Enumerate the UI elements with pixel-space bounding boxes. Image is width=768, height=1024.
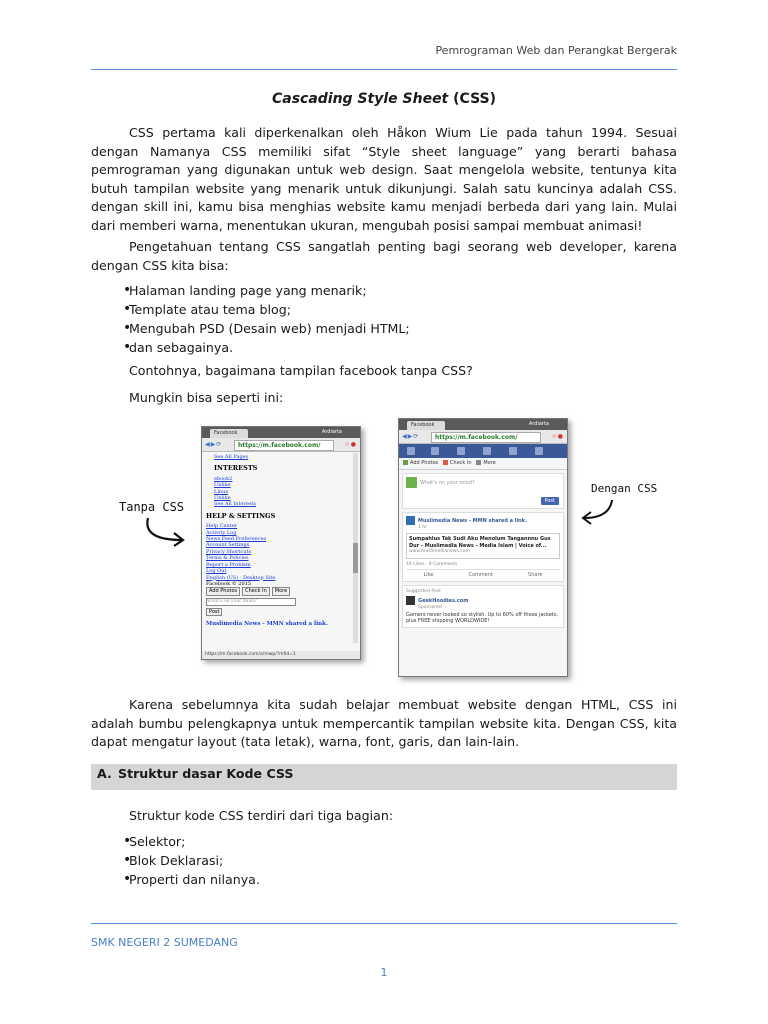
news-feed-post [402,512,564,582]
list-item: • Properti dan nilanya. [91,870,677,889]
search-icon [509,447,517,455]
shared-post: Muslimedia News - MMN shared a link. [206,621,328,628]
label-without-css: Tanpa CSS [119,500,185,514]
composer-placeholder: What's on your mind? [420,480,475,486]
page-title [91,91,677,107]
link-text: ebook2 [214,475,233,482]
list-item: • Halaman landing page yang menarik; [91,281,677,300]
ad-text: Gamers never looked so stylish. Up to 60% off these jackets, plus FREE shipping WORLDWIDE! [406,611,559,624]
suggested-label: Suggested Post [406,588,441,594]
closing-paragraph: Karena sebelumnya kita sudah belajar membuat website dengan HTML, CSS ini adalah bumbu pelengkapnya untuk mempercantik tampilan website kita. Dengan CSS, kita dapat mengatur layout (tata letak), warna, font, garis, dan lain-lain. [91,697,677,750]
add-photos-button: Add Photos [206,587,240,595]
list-item: • Mengubah PSD (Desain web) menjadi HTML; [91,319,677,338]
maybe-paragraph: Mungkin bisa seperti ini: [129,390,284,405]
link-text: News Feed Preferences [206,536,267,543]
browser-tab: Facebook [210,429,248,438]
window-titlebar [202,427,360,438]
suggested-post [402,585,564,628]
link-text: Terms & Policies [206,555,249,562]
status-textarea: What's on your mind? [206,598,296,606]
structure-intro: Struktur kode CSS terdiri dari tiga bagian: [129,808,394,823]
interests-heading: INTERESTS [214,464,258,473]
menu-icon [535,447,543,455]
copyright: Facebook © 2015 [206,580,252,587]
composer-card [402,473,564,509]
footer-school: SMK NEGERI 2 SUMEDANG [91,936,238,949]
link-text: See All Interests [214,501,256,508]
window-titlebar [399,419,567,430]
friends-icon [431,447,439,455]
composer-bar: Add Photos Check In More [399,458,567,470]
link-text: Activity Log [206,529,237,536]
section-heading-a [91,764,677,790]
title-rest: (CSS) [448,91,497,107]
ad-name: GeekHoodies.com [418,597,469,604]
section-number: A. [97,766,112,781]
list-item: • Blok Deklarasi; [91,851,677,870]
avatar [406,477,417,488]
list-item: • dan sebagainya. [91,338,677,357]
unstyled-page [202,452,360,630]
messages-icon [457,447,465,455]
header-rule [91,69,677,70]
arrow-left-icon [140,516,190,546]
page-number: 1 [380,966,388,979]
facebook-comparison-figure [110,412,670,682]
link-title: Sumpahlus Tak Sudi Aku Menolum Tangannnu Gus Dur - Muslimedia News - Media Islam | Voice of... [409,536,551,549]
composer-buttons [206,587,356,595]
browser-window-without-css [201,426,361,660]
comment-button: Comment [468,571,494,578]
nav-buttons-icon: ◀▶⟳ [402,433,420,440]
scrollbar [353,453,358,643]
post-time: 1 hr [418,525,427,530]
link-text: Unlike [214,482,231,489]
url-text: https://m.facebook.com/ [234,440,334,451]
arrow-right-icon [580,498,620,528]
language-links: English (US) · Desktop Site [206,574,276,581]
link-domain: www.muslimedianews.com [409,549,470,554]
post-actions [406,569,560,578]
link-text: Linux [214,488,229,495]
label-with-css: Dengan CSS [591,482,658,495]
link-text: Report a Problem [206,561,251,568]
link-text: Help Center [206,523,238,530]
facebook-nav-bar [399,444,567,458]
url-text: https://m.facebook.com/ [431,432,541,443]
toolbar-icons: ☆● [344,441,357,448]
like-button: Like [423,571,434,578]
running-header: Pemrograman Web dan Perangkat Bergerak [435,44,677,57]
structure-list [91,832,677,889]
intro-paragraph: CSS pertama kali diperkenalkan oleh Håkon Wium Lie pada tahun 1994. Sesuai dengan Namanya CSS memiliki sifat “Style sheet language” yang berarti bahasa pemrograman yang digunakan untuk web design. Saat mengelola website, tentunya kita butuh tampilan website yang menarik untuk dikunjungi. Salah satu kuncinya adalah CSS. dengan skill ini, kamu bisa menghias website kamu menjadi berbeda dari yang lain. Mulai dari memberi warna, menentukan ukuran, mengubah posisi sampai membuat animasi! [91,125,677,233]
post-button: Post [541,497,559,505]
list-item: • Template atau tema blog; [91,300,677,319]
address-bar [399,430,567,444]
share-button: Share [528,571,543,578]
help-heading: HELP & SETTINGS [206,511,276,520]
status-bar: https://m.facebook.com/a/mwp/?mfid=1 [202,651,361,659]
section-label: Struktur dasar Kode CSS [118,766,294,781]
link-text: Log Out [206,568,227,575]
link-text: Account Settings [206,542,250,549]
footer-rule [91,923,677,924]
post-button: Post [206,608,222,616]
link-text: Privacy Shortcuts [206,548,252,555]
knowledge-paragraph: Pengetahuan tentang CSS sangatlah penting bagi seorang web developer, karena dengan CSS kita bisa: [91,239,677,273]
link-text: See All Pages [214,454,249,460]
page-name: Muslimedia News - MMN shared a link. [418,518,527,524]
page-avatar [406,516,415,525]
link-text: Unlike [214,495,231,502]
more-button: More [272,587,290,595]
browser-tab: Facebook [407,421,445,430]
check-in-button: Check In [242,587,270,595]
window-user: Ardiarta [528,421,549,427]
browser-window-with-css [398,418,568,677]
home-icon [407,447,415,455]
capabilities-list [91,281,677,357]
sponsored-label: Sponsored [418,604,442,610]
like-count: 44 Likes · 9 Comments [406,561,458,567]
example-paragraph: Contohnya, bagaimana tampilan facebook tanpa CSS? [129,363,473,378]
toolbar-icons: ☆● [551,433,564,440]
title-italic: Cascading Style Sheet [271,91,449,107]
link-card [406,533,560,559]
nav-buttons-icon: ◀▶⟳ [205,441,223,448]
address-bar [202,438,360,452]
globe-icon [483,447,491,455]
list-item: • Selektor; [91,832,677,851]
window-user: Ardiarta [321,429,342,435]
ad-avatar [406,596,415,605]
